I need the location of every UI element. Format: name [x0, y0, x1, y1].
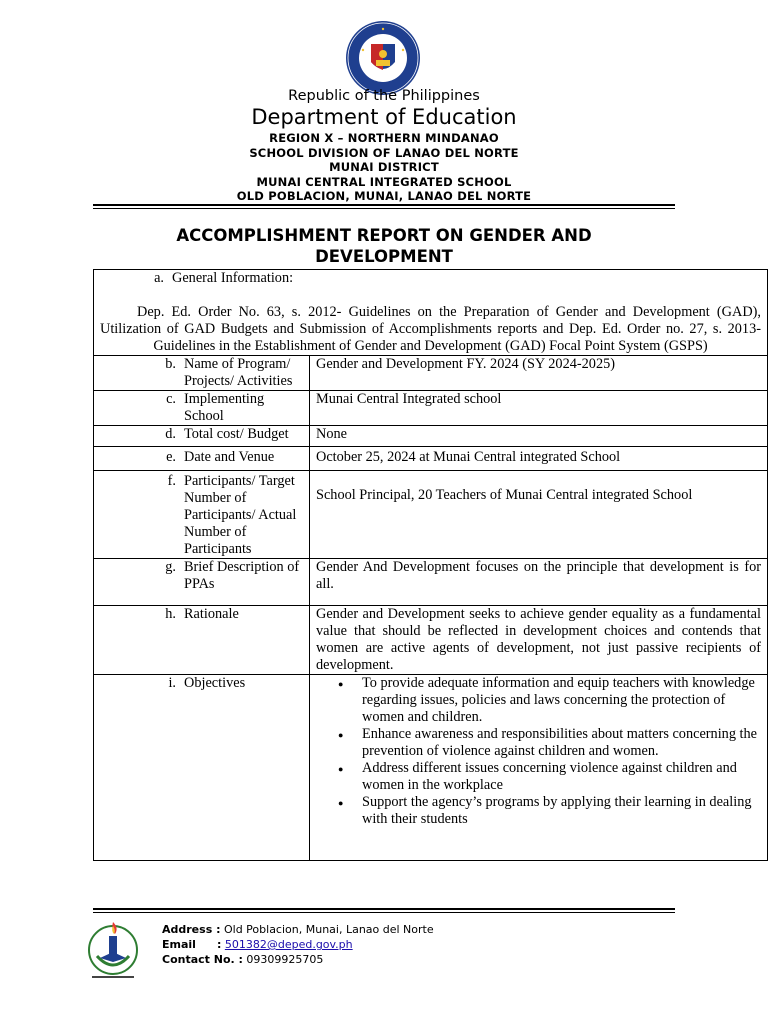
row-label: Name of Program/ Projects/ Activities	[184, 356, 293, 389]
footer-rule-thin	[93, 912, 675, 913]
report-title	[120, 225, 648, 267]
header-rule-thin	[93, 208, 675, 209]
email-label: Email	[162, 938, 196, 951]
row-label: Rationale	[184, 606, 239, 622]
report-table	[93, 269, 768, 861]
row-letter: i.	[168, 675, 176, 691]
row-letter: g.	[165, 559, 176, 575]
objectives-list	[316, 675, 761, 828]
row-value: None	[310, 426, 768, 447]
footer-contact	[162, 922, 434, 967]
table-row	[94, 675, 768, 861]
email-separator: :	[216, 938, 222, 951]
district-text: MUNAI DISTRICT	[329, 160, 439, 174]
address-value: Old Poblacion, Munai, Lanao del Norte	[223, 923, 434, 936]
table-row	[94, 471, 768, 559]
row-letter: e.	[166, 449, 176, 465]
row-label: General Information:	[172, 270, 294, 286]
email-link[interactable]: 501382@deped.gov.ph	[224, 938, 353, 951]
division-logo	[84, 916, 142, 982]
footer-rule	[93, 908, 675, 910]
school-address-text: OLD POBLACION, MUNAI, LANAO DEL NORTE	[236, 189, 532, 203]
row-label: Total cost/ Budget	[184, 426, 289, 442]
row-label: Implementing School	[184, 391, 265, 424]
row-value: Munai Central Integrated school	[310, 391, 768, 426]
row-letter: d.	[165, 426, 176, 442]
row-value: Gender And Development focuses on the principle that development is for all.	[310, 559, 768, 606]
report-title-line2: DEVELOPMENT	[315, 247, 453, 266]
table-row	[94, 447, 768, 471]
list-item: ● Address different issues concerning violence against children and women in the workplace	[362, 760, 761, 794]
table-row	[94, 426, 768, 447]
list-item: ● Enhance awareness and responsibilities about matters concerning the prevention of violence against children and women.	[362, 726, 761, 760]
row-letter: h.	[165, 606, 176, 622]
row-value: October 25, 2024 at Munai Central integrated School	[310, 447, 768, 471]
row-letter: a.	[154, 270, 164, 286]
header-rule	[93, 204, 675, 206]
row-value: Gender and Development seeks to achieve gender equality as a fundamental value that should be reflected in development choices and contends that women are active agents of development, not just passive recipients of development.	[310, 606, 768, 675]
table-row	[94, 356, 768, 391]
row-label: Participants/ Target Number of Participants/ Actual Number of Participants	[184, 473, 297, 557]
row-letter: b.	[165, 356, 176, 372]
list-item: ● Support the agency’s programs by applying their learning in dealing with their students	[362, 794, 761, 828]
address-label: Address :	[162, 923, 221, 936]
division-text: SCHOOL DIVISION OF LANAO DEL NORTE	[249, 146, 519, 160]
region-text: REGION X – NORTHERN MINDANAO	[269, 131, 499, 145]
row-label: Objectives	[184, 675, 246, 691]
table-row	[94, 559, 768, 606]
table-row	[94, 270, 768, 356]
contact-label: Contact No. :	[162, 953, 243, 966]
report-title-line1: ACCOMPLISHMENT REPORT ON GENDER AND	[176, 226, 592, 245]
row-value: Gender and Development FY. 2024 (SY 2024-2025)	[310, 356, 768, 391]
row-label: Brief Description of PPAs	[184, 559, 300, 592]
table-row	[94, 606, 768, 675]
contact-value: 09309925705	[246, 953, 324, 966]
republic-text: Republic of the Philippines	[288, 88, 480, 104]
deped-seal-logo	[345, 20, 421, 96]
table-row	[94, 391, 768, 426]
school-text: MUNAI CENTRAL INTEGRATED SCHOOL	[256, 175, 512, 189]
row-letter: f.	[167, 473, 176, 489]
row-label: Date and Venue	[184, 449, 275, 465]
department-title: Department of Education	[251, 105, 517, 129]
row-letter: c.	[166, 391, 176, 407]
row-value: School Principal, 20 Teachers of Munai Central integrated School	[310, 471, 768, 559]
general-info-heading	[100, 270, 761, 287]
list-item: ● To provide adequate information and equip teachers with knowledge regarding issues, policies and laws concerning the protection of women and children.	[362, 675, 761, 726]
general-info-text: Dep. Ed. Order No. 63, s. 2012- Guidelines on the Preparation of Gender and Development (GAD), Utilization of GAD Budgets and Submission of Accomplishments reports and Dep. Ed. Order no. 27, s. 2013-Guidelines in the Establishment of Gender and Development (GAD) Focal Point System (GSPS)	[100, 304, 761, 354]
